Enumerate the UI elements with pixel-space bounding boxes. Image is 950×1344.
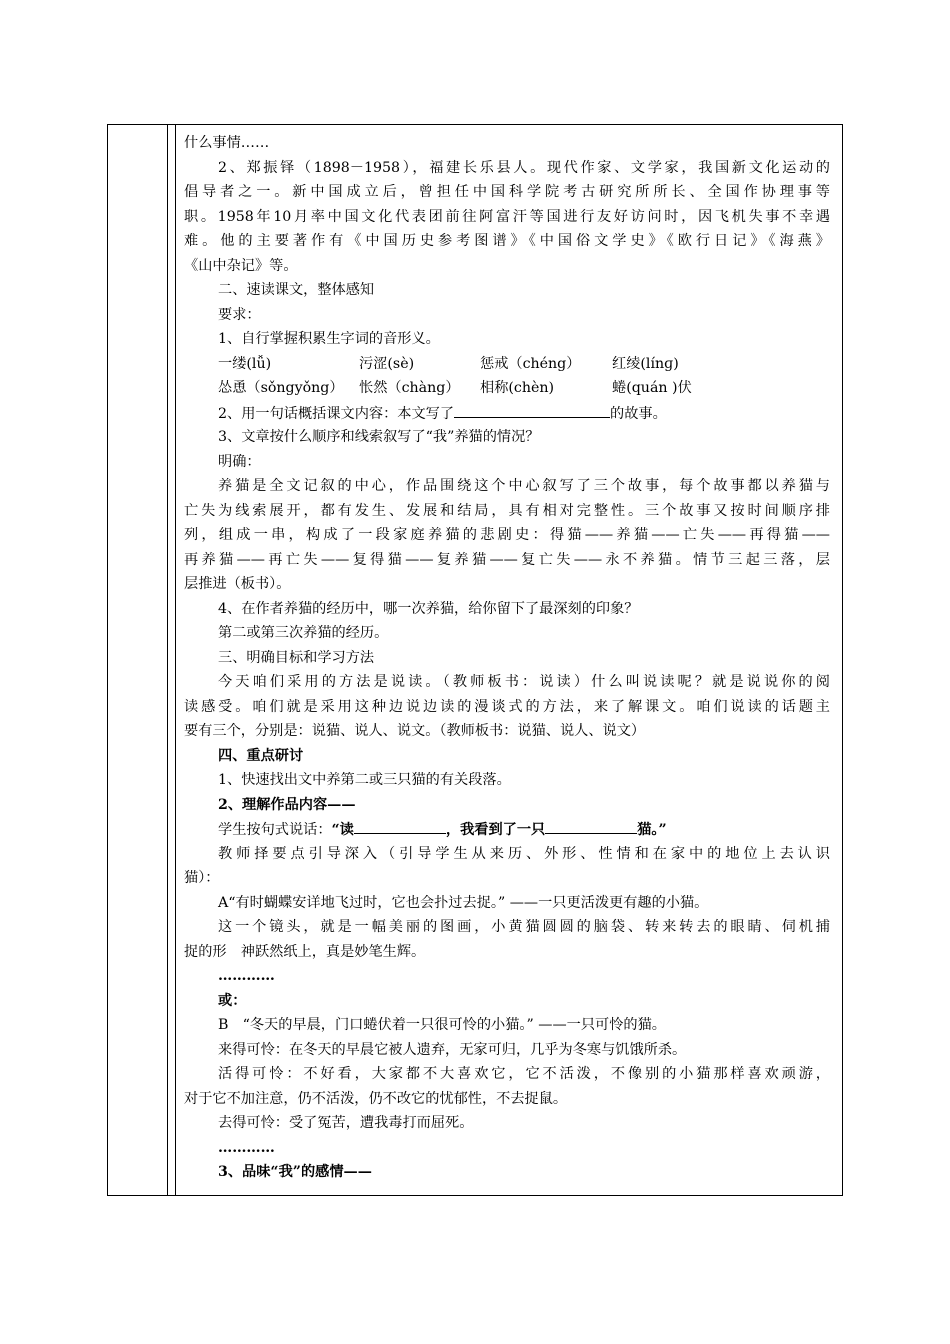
example-b-live: 活得可怜：不好看，大家都不大喜欢它，它不活泼，不像别的小猫那样喜欢顽游，	[218, 1066, 830, 1082]
requirement-label: 要求：	[218, 306, 261, 323]
answer-line: 层推进（板书）。	[184, 576, 291, 592]
vocab-row-2	[184, 376, 830, 401]
vocab-item: 红绫(línɡ)	[612, 355, 679, 372]
pattern-prefix: 学生按句式说话：	[218, 822, 332, 838]
content-cell	[184, 131, 830, 1185]
intro-tail: 什么事情……	[184, 135, 270, 151]
example-b-come: 来得可怜：在冬天的早晨它被人遗弃，无家可归，几乎为冬寒与饥饿所杀。	[218, 1041, 687, 1058]
method-line: 要有三个，分别是：说猫、说人、说文。（教师板书：说猫、说人、说文）	[184, 723, 646, 739]
author-note-line: 2、郑振铎（1898－1958），福建长乐县人。现代作家、文学家，我国新文化运动的	[218, 159, 830, 176]
guide-line: 猫）：	[184, 870, 220, 886]
example-a-quote: A“有时蝴蝶安详地飞过时，它也会扑过去捉。” ——一只更活泼更有趣的小猫。	[218, 894, 709, 911]
vocab-item: 怅然（chàng）	[359, 380, 460, 396]
vocab-item: 惩戒（chéng）	[480, 355, 581, 372]
pattern-end: 猫。”	[637, 822, 667, 838]
vocab-item: 污涩(sè)	[359, 355, 415, 372]
vocab-item: 怂恿（sǒngyǒng）	[218, 380, 344, 396]
question-2-prefix: 2、用一句话概括课文内容：本文写了	[218, 405, 455, 422]
example-b-live: 对于它不加注意，仍不活泼，仍不改它的忧郁性，不去捉鼠。	[184, 1090, 568, 1107]
author-note-line: 职。1958年10月率中国文化代表团前往阿富汗等国进行友好访问时，因飞机失事不幸遇	[184, 208, 830, 225]
method-line: 读感受。咱们就是采用这种边说边读的漫谈式的方法，来了解课文。咱们说读的话题主	[184, 698, 830, 715]
task-2: 2、理解作品内容——	[218, 796, 356, 813]
column-divider-1	[167, 125, 168, 1195]
pattern-blank-1	[354, 817, 446, 834]
task-1: 1、快速找出文中养第二或三只猫的有关段落。	[218, 772, 511, 788]
vocab-item: 一缕(lǚ)	[218, 355, 272, 372]
ellipsis: …………	[218, 1139, 275, 1156]
example-b-quote: B “冬天的早晨，门口蜷伏着一只很可怜的小猫。” ——一只可怜的猫。	[218, 1017, 666, 1033]
section3-heading: 三、明确目标和学习方法	[218, 649, 375, 666]
pattern-read: “读	[331, 822, 354, 838]
question-1: 1、自行掌握积累生字词的音形义。	[218, 331, 440, 347]
section2-heading: 二、速读课文，整体感知	[218, 282, 375, 298]
vocab-row-1	[184, 352, 830, 377]
task-3: 3、品味“我”的感情——	[218, 1164, 372, 1180]
ellipsis: …………	[218, 968, 275, 984]
answer-label: 明确：	[218, 453, 261, 470]
pattern-blank-2	[545, 817, 637, 834]
author-note-line: 倡导者之一。新中国成立后，曾担任中国科学院考古研究所所长、全国作协理事等	[184, 184, 830, 200]
example-a-line: 这一个镜头，就是一幅美丽的图画，小黄猫圆圆的脑袋、转来转去的眼睛、伺机捕	[218, 919, 830, 935]
answer-line: 养猫是全文记叙的中心，作品围绕这个中心叙写了三个故事，每个故事都以养猫与	[218, 478, 830, 494]
vocab-item: 蜷(quán )伏	[612, 380, 692, 396]
lesson-table	[107, 124, 843, 1196]
question-4-answer: 第二或第三次养猫的经历。	[218, 625, 389, 641]
answer-line: 列，组成一串，构成了一段家庭养猫的悲剧史：得猫——养猫——亡失——再得猫——	[184, 527, 830, 543]
vocab-item: 相称(chèn)	[480, 380, 555, 396]
example-b-go: 去得可怜：受了冤苦，遭我毒打而屈死。	[218, 1115, 474, 1131]
question-2-suffix: 的故事。	[610, 405, 667, 422]
author-note-line: 难。他的主要著作有《中国历史参考图谱》《中国俗文学史》《欧行日记》《海燕》	[184, 233, 830, 249]
guide-line: 教师择要点引导深入（引导学生从来历、外形、性情和在家中的地位上去认识	[218, 845, 830, 862]
question-4: 4、在作者养猫的经历中，哪一次养猫，给你留下了最深刻的印象？	[218, 600, 639, 617]
example-a-line: 捉的形 神跃然纸上，真是妙笔生辉。	[184, 943, 426, 960]
answer-line: 再养猫——再亡失——复得猫——复养猫——复亡失——永不养猫。情节三起三落，层	[184, 551, 830, 568]
method-line: 今天咱们采用的方法是说读。（教师板书：说读）什么叫说读呢？就是说说你的阅	[218, 674, 830, 690]
section4-heading: 四、重点研讨	[218, 747, 304, 764]
answer-blank	[454, 401, 610, 418]
author-note-line: 《山中杂记》等。	[184, 257, 298, 274]
pattern-mid: ，我看到了一只	[445, 822, 546, 838]
answer-line: 亡失为线索展开，都有发生、发展和结局，具有相对完整性。三个故事又按时间顺序排	[184, 502, 830, 519]
question-2	[184, 401, 830, 426]
column-divider-2	[175, 125, 176, 1195]
question-3: 3、文章按什么顺序和线索叙写了“我”养猫的情况？	[218, 429, 540, 445]
or-label: 或：	[218, 992, 247, 1009]
speaking-pattern	[184, 817, 830, 842]
